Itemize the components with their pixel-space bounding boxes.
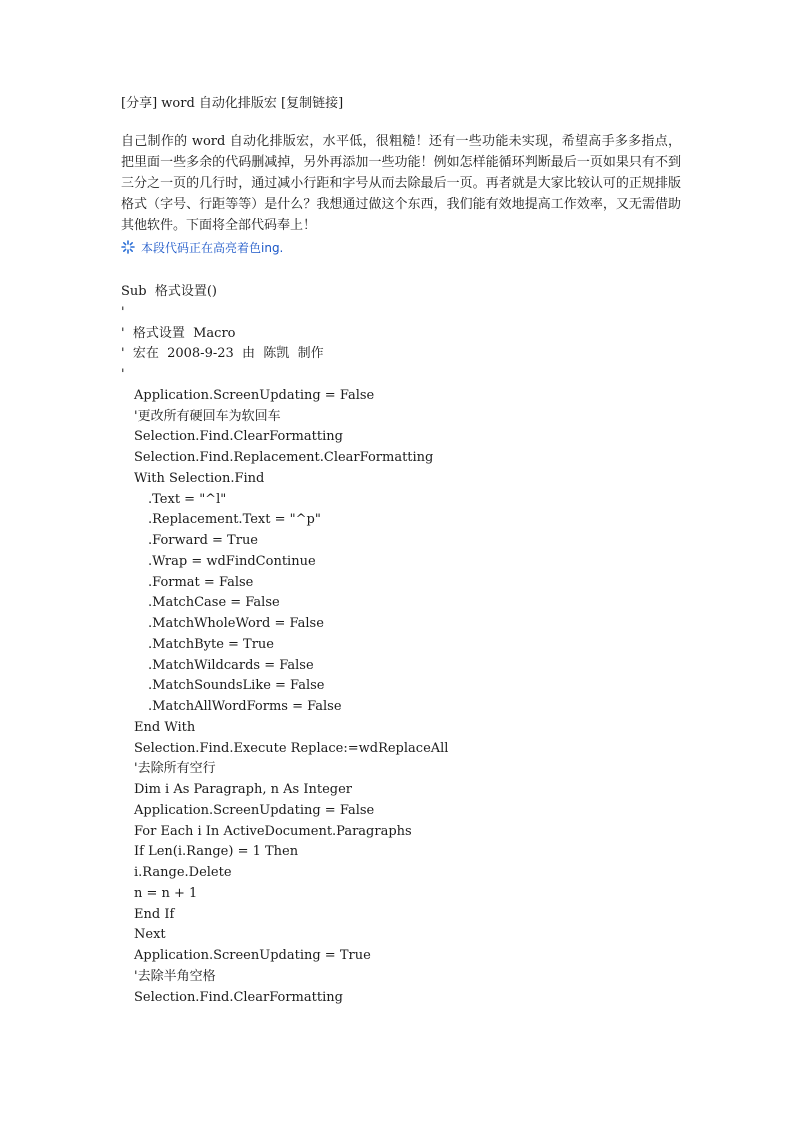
code-line: '去除所有空行 — [134, 761, 216, 777]
document-page — [121, 94, 681, 1008]
code-line: End If — [134, 906, 175, 922]
code-line: '去除半角空格 — [134, 968, 216, 984]
code-line: Selection.Find.ClearFormatting — [134, 989, 343, 1005]
code-line: Sub 格式设置() — [121, 284, 218, 299]
code-line: Application.ScreenUpdating = False — [134, 802, 375, 818]
code-line: Application.ScreenUpdating = True — [134, 948, 371, 963]
code-line: .MatchAllWordForms = False — [148, 699, 342, 714]
code-line: ' 格式设置 Macro — [121, 325, 236, 341]
code-line: .MatchCase = False — [148, 595, 280, 611]
code-line: .Forward = True — [148, 533, 259, 548]
code-line: .MatchByte = True — [148, 636, 274, 652]
code-line: Application.ScreenUpdating = False — [134, 387, 375, 403]
highlight-notice-text: 本段代码正在高亮着色ing. — [141, 240, 284, 255]
intro-paragraph: 自己制作的 word 自动化排版宏，水平低，很粗糙！还有一些功能未实现，希望高手多多指点，把里面一些多余的代码删减掉，另外再添加一些功能！例如怎样能循环判断最后一页如果只有不到三分之一页的几行时，通过减小行距和字号从而去除最后一页。再者就是大家比较认可的正规排版格式（字号、行距等等）是什么？我想通过做这个东西，我们能有效地提高工作效率，又无需借助其他软件。下面将全部代码奉上！ — [121, 134, 681, 233]
code-line: ' — [121, 304, 125, 320]
code-line: Selection.Find.ClearFormatting — [134, 429, 343, 445]
code-line: Next — [134, 927, 166, 943]
loading-spinner-icon — [121, 240, 135, 254]
code-block — [121, 282, 681, 1008]
code-line: ' — [121, 367, 125, 382]
code-line: .MatchSoundsLike = False — [148, 678, 325, 694]
post-title: [分享] word 自动化排版宏 [复制链接] — [121, 96, 344, 111]
highlight-notice — [121, 238, 681, 256]
code-line: .Text = "^l" — [148, 491, 227, 507]
code-line: .Format = False — [148, 574, 254, 590]
code-line: i.Range.Delete — [134, 865, 232, 880]
code-line: With Selection.Find — [134, 470, 265, 486]
code-line: .Wrap = wdFindContinue — [148, 553, 316, 569]
code-line: n = n + 1 — [134, 885, 198, 901]
code-line: .MatchWholeWord = False — [148, 616, 324, 631]
code-line: Selection.Find.Execute Replace:=wdReplaceAll — [134, 740, 449, 756]
code-line: .Replacement.Text = "^p" — [148, 512, 321, 528]
code-line: If Len(i.Range) = 1 Then — [134, 844, 299, 860]
code-line: End With — [134, 719, 196, 735]
code-line: ' 宏在 2008-9-23 由 陈凯 制作 — [121, 346, 324, 362]
code-line: .MatchWildcards = False — [148, 657, 314, 673]
code-line: Selection.Find.Replacement.ClearFormatting — [134, 450, 434, 465]
code-line: Dim i As Paragraph, n As Integer — [134, 782, 352, 797]
code-line: '更改所有硬回车为软回车 — [134, 408, 281, 424]
code-line: For Each i In ActiveDocument.Paragraphs — [134, 823, 412, 839]
